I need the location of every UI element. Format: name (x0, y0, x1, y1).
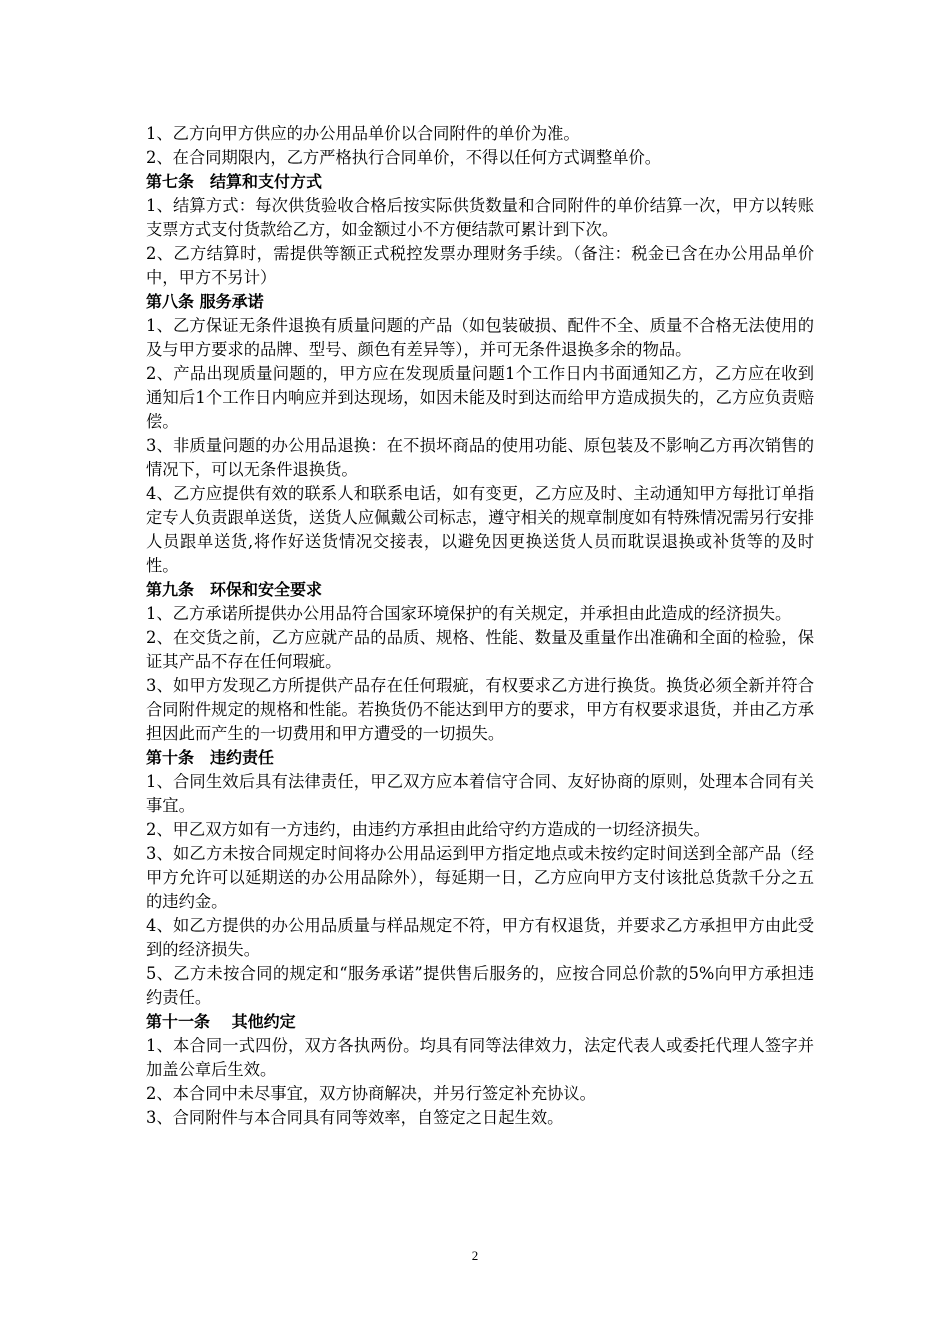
paragraph: 1、乙方承诺所提供办公用品符合国家环境保护的有关规定，并承担由此造成的经济损失。 (146, 604, 792, 623)
paragraph: 5、乙方未按合同的规定和“服务承诺”提供售后服务的，应按合同总价款的5%向甲方承担违约责任。 (146, 964, 814, 1007)
paragraph: 2、本合同中未尽事宜，双方协商解决，并另行签定补充协议。 (146, 1084, 596, 1103)
paragraph: 2、产品出现质量问题的，甲方应在发现质量问题1个工作日内书面通知乙方，乙方应在收到通知后1个工作日内响应并到达现场，如因未能及时到达而给甲方造成损失的，乙方应负责赔偿。 (146, 364, 814, 431)
paragraph: 4、如乙方提供的办公用品质量与样品规定不符，甲方有权退货，并要求乙方承担甲方由此受到的经济损失。 (146, 916, 814, 959)
paragraph: 3、如乙方未按合同规定时间将办公用品运到甲方指定地点或未按约定时间送到全部产品（经甲方允许可以延期送的办公用品除外），每延期一日，乙方应向甲方支付该批总货款千分之五的违约金。 (146, 844, 814, 911)
paragraph: 3、如甲方发现乙方所提供产品存在任何瑕疵，有权要求乙方进行换货。换货必须全新并符合合同附件规定的规格和性能。若换货仍不能达到甲方的要求，甲方有权要求退货，并由乙方承担因此而产生的一切费用和甲方遭受的一切损失。 (146, 676, 814, 743)
paragraph: 4、乙方应提供有效的联系人和联系电话，如有变更，乙方应及时、主动通知甲方每批订单指定专人负责跟单送货，送货人应佩戴公司标志，遵守相关的规章制度如有特殊情况需另行安排人员跟单送货,将作好送货情况交接表，以避免因更换送货人员而耽误退换或补货等的及时性。 (146, 484, 814, 575)
paragraph: 2、在合同期限内，乙方严格执行合同单价，不得以任何方式调整单价。 (146, 148, 662, 167)
paragraph: 3、合同附件与本合同具有同等效率，自签定之日起生效。 (146, 1108, 564, 1127)
document-body (146, 122, 814, 1130)
paragraph: 1、结算方式：每次供货验收合格后按实际供货数量和合同附件的单价结算一次，甲方以转账支票方式支付货款给乙方，如金额过小不方便结款可累计到下次。 (146, 196, 814, 239)
paragraph: 2、在交货之前，乙方应就产品的品质、规格、性能、数量及重量作出准确和全面的检验，保证其产品不存在任何瑕疵。 (146, 628, 814, 671)
section-heading: 第十一条 其他约定 (146, 1012, 296, 1031)
paragraph: 1、合同生效后具有法律责任，甲乙双方应本着信守合同、友好协商的原则，处理本合同有关事宜。 (146, 772, 814, 815)
paragraph: 2、甲乙双方如有一方违约，由违约方承担由此给守约方造成的一切经济损失。 (146, 820, 710, 839)
paragraph: 1、乙方保证无条件退换有质量问题的产品（如包装破损、配件不全、质量不合格无法使用的及与甲方要求的品牌、型号、颜色有差异等），并可无条件退换多余的物品。 (146, 316, 814, 359)
section-heading: 第九条 环保和安全要求 (146, 580, 323, 599)
section-heading: 第七条 结算和支付方式 (146, 172, 323, 191)
section-heading: 第八条 服务承诺 (146, 292, 264, 311)
paragraph: 3、非质量问题的办公用品退换：在不损坏商品的使用功能、原包装及不影响乙方再次销售的情况下，可以无条件退换货。 (146, 436, 814, 479)
section-heading: 第十条 违约责任 (146, 748, 275, 767)
paragraph: 1、本合同一式四份，双方各执两份。均具有同等法律效力，法定代表人或委托代理人签字并加盖公章后生效。 (146, 1036, 814, 1079)
paragraph: 1、乙方向甲方供应的办公用品单价以合同附件的单价为准。 (146, 124, 580, 143)
paragraph: 2、乙方结算时，需提供等额正式税控发票办理财务手续。（备注：税金已含在办公用品单价中，甲方不另计） (146, 244, 814, 287)
page-number: 2 (471, 1248, 479, 1263)
